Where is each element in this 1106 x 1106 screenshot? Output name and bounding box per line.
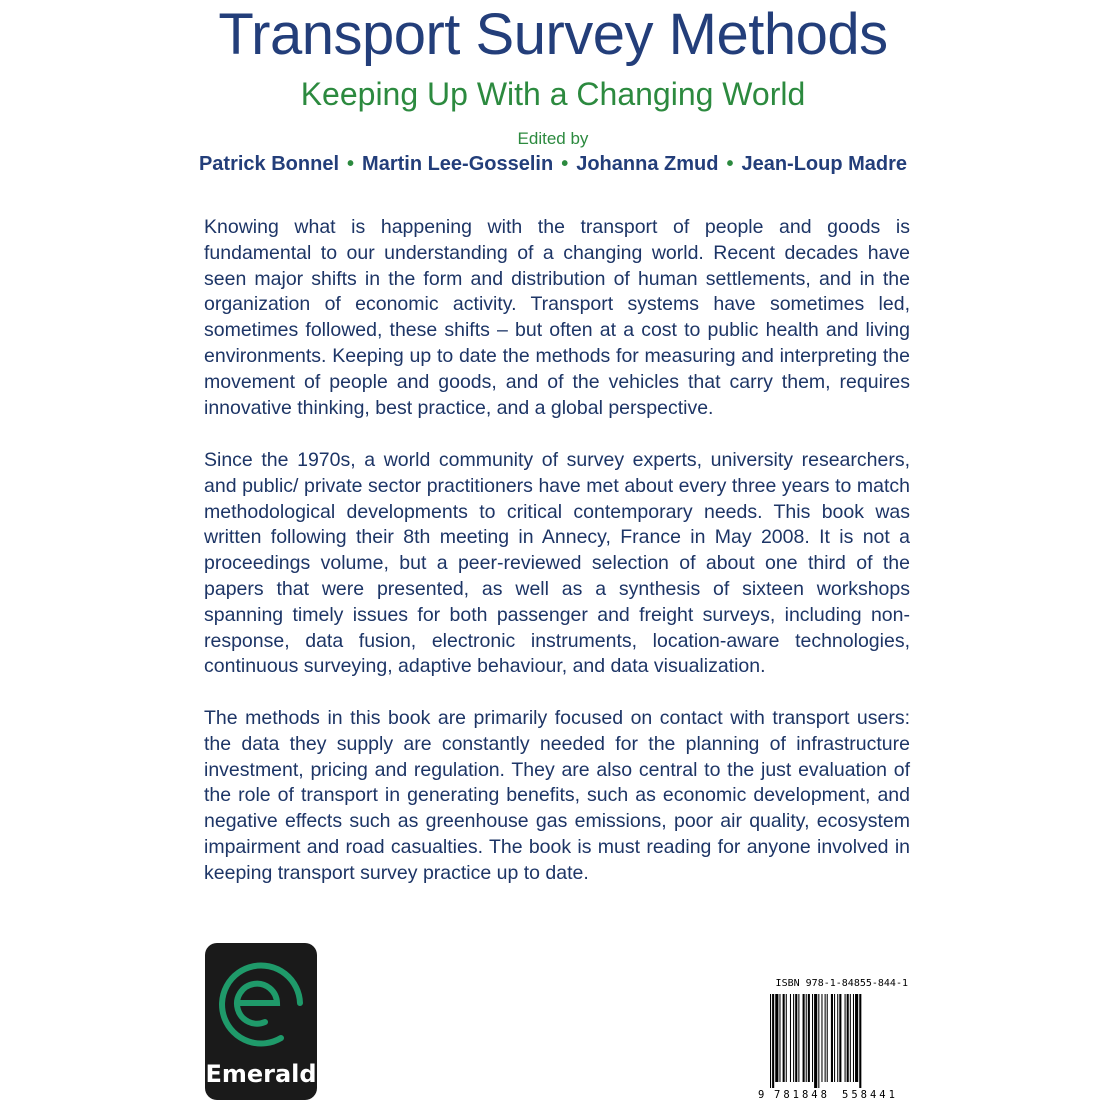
barcode-bar — [853, 994, 854, 1082]
barcode-bar — [831, 994, 833, 1082]
blurb-paragraph-3: The methods in this book are primarily focused on contact with transport users: the data they supply are constantly needed for the planning of infrastructure investment, pricing and regulation. They are also central to the just evaluation of the role of transport in generating benefits, such as economic development, and negative effects such as greenhouse gas emissions, poor air quality, ecosystem impairment and road casualties. The book is must reading for anyone involved in keeping transport survey practice up to date. — [204, 707, 910, 884]
barcode-bar — [825, 994, 826, 1082]
barcode-bar — [821, 994, 822, 1082]
barcode-bar — [793, 994, 794, 1082]
book-subtitle: Keeping Up With a Changing World — [300, 76, 806, 112]
barcode-bar — [855, 994, 858, 1082]
barcode-bar — [770, 994, 771, 1088]
barcode-bar — [790, 994, 791, 1082]
barcode-bar — [795, 994, 797, 1082]
editor-name: Patrick Bonnel — [198, 153, 340, 175]
emerald-e-logo-icon — [205, 943, 317, 1063]
barcode-bar — [803, 994, 805, 1082]
barcode-bar — [783, 994, 785, 1082]
barcode-bar — [845, 994, 846, 1082]
isbn-label: ISBN 978-1-84855-844-1 — [775, 978, 908, 989]
barcode-bar — [806, 994, 807, 1082]
barcode-first-digit: 9 — [758, 1089, 765, 1101]
barcode — [770, 994, 908, 1088]
barcode-left-digits: 781848 — [774, 1089, 830, 1101]
barcode-bar — [779, 994, 780, 1082]
editor-separator: • — [561, 153, 569, 175]
book-title: Transport Survey Methods — [218, 2, 888, 67]
edited-by-label: Edited by — [517, 129, 589, 148]
barcode-bar — [772, 994, 774, 1088]
barcode-bar — [827, 994, 828, 1082]
barcode-right-digits: 558441 — [842, 1089, 898, 1101]
publisher-name: Emerald — [205, 1060, 317, 1088]
barcode-bar — [850, 994, 851, 1082]
editor-separator: • — [726, 153, 734, 175]
barcode-bar — [837, 994, 838, 1082]
barcode-bar — [786, 994, 787, 1082]
barcode-bar — [798, 994, 799, 1082]
blurb-paragraph-1: Knowing what is happening with the transport of people and goods is fundamental to our understanding of a changing world. Recent decades have seen major shifts in the form and distribution of human settlements, and in the organization of economic activity. Transport systems have sometimes led, sometimes followed, these shifts – but often at a cost to public health and living environments. Keeping up to date the methods for measuring and interpreting the movement of people and goods, and of the vehicles that carry them, requires innovative thinking, best practice, and a global perspective. — [204, 216, 910, 419]
barcode-bar — [818, 994, 819, 1088]
barcode-bar — [839, 994, 841, 1082]
editor-name: Jean-Loup Madre — [741, 153, 908, 175]
blurb-paragraph-2: Since the 1970s, a world community of survey experts, university researchers, and public/ private sector practitioners have met about every three years to match methodological developments to critical contemporary needs. This book was written following their 8th meeting in Annecy, France in May 2008. It is not a proceedings volume, but a peer-reviewed selection of about one third of the papers that were presented, as well as a synthesis of sixteen workshops spanning timely issues for both passenger and freight surveys, including non-response, data fusion, electronic instruments, location-aware technologies, continuous surveying, adaptive behaviour, and data visualization. — [204, 449, 910, 678]
editor-separator: • — [347, 153, 355, 175]
editor-name: Martin Lee-Gosselin — [362, 153, 554, 175]
barcode-bar — [775, 994, 778, 1082]
barcode-bar — [859, 994, 861, 1088]
barcode-bar — [812, 994, 813, 1082]
isbn-barcode-block — [758, 976, 908, 1104]
editor-name: Johanna Zmud — [576, 153, 719, 175]
barcode-bar — [808, 994, 810, 1082]
barcode-bar — [847, 994, 849, 1082]
editors-line — [0, 150, 1106, 178]
publisher-logo — [205, 943, 317, 1100]
barcode-bar — [834, 994, 835, 1082]
barcode-bar — [814, 994, 817, 1088]
